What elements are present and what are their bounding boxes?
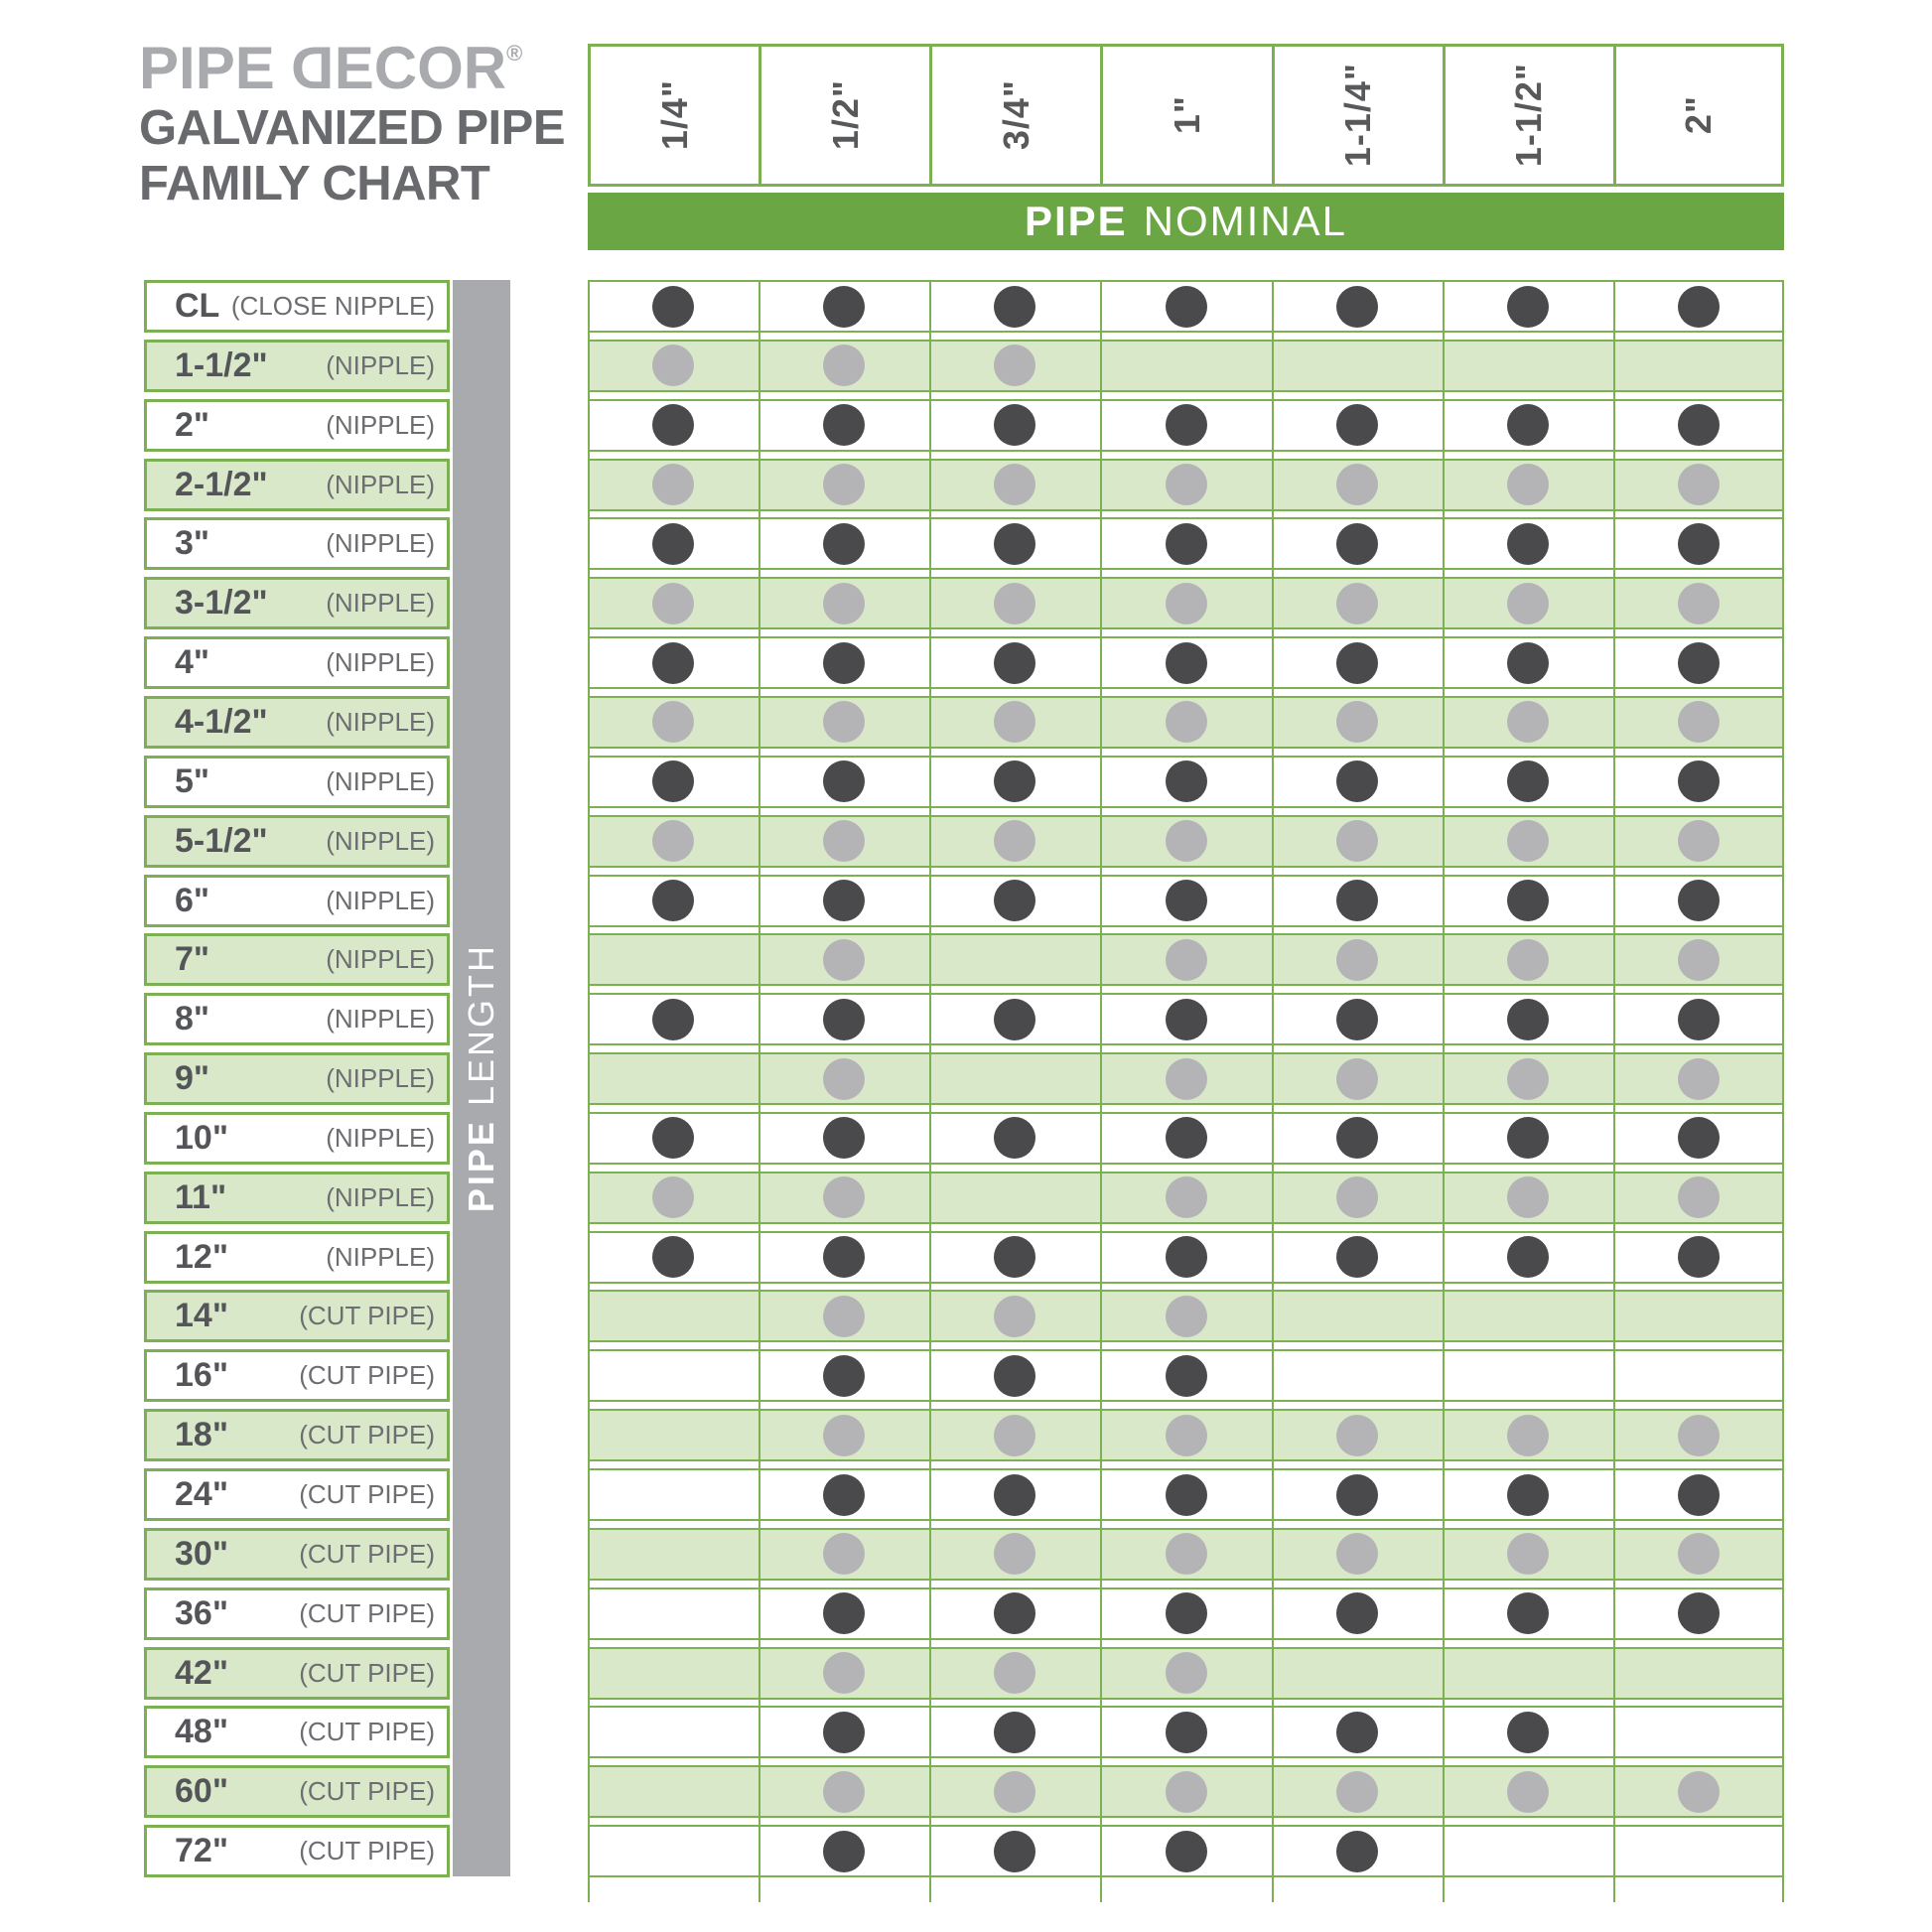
availability-dot-42-1 (1166, 1652, 1207, 1694)
availability-dot-5-1/2-1/4 (652, 820, 694, 862)
availability-dot-36-2 (1678, 1592, 1720, 1634)
column-separator-line (759, 280, 760, 1902)
availability-dot-4-1/2 (823, 642, 865, 684)
row-label-size: 18" (175, 1416, 228, 1454)
availability-dot-2-1/2-1/4 (652, 464, 694, 505)
availability-dot-CL-2 (1678, 286, 1720, 328)
row-label-size: 2-1/2" (175, 465, 268, 503)
pipe-nominal-banner (588, 193, 1784, 250)
row-label-size: 5-1/2" (175, 821, 268, 860)
availability-dot-2-1/2-1-1/4 (1336, 464, 1378, 505)
banner-word-nominal: NOMINAL (1143, 198, 1348, 244)
row-label-16 (144, 1231, 450, 1284)
availability-dot-2-1/2-1/2 (823, 464, 865, 505)
row-label-category: (CUT PIPE) (299, 1836, 435, 1866)
row-label-category: (NIPPLE) (326, 349, 435, 380)
pipe-nominal-header-row (588, 44, 1784, 187)
availability-dot-6-1-1/4 (1336, 880, 1378, 921)
availability-dot-24-1/2 (823, 1474, 865, 1516)
row-label-category: (NIPPLE) (326, 765, 435, 796)
row-label-category: (NIPPLE) (326, 1181, 435, 1212)
row-label-21 (144, 1528, 450, 1581)
availability-dot-18-1/2 (823, 1415, 865, 1456)
availability-dot-3-3/4 (994, 523, 1035, 565)
row-label-19 (144, 1409, 450, 1461)
row-label-size: CL (175, 287, 220, 325)
availability-dot-12-1/4 (652, 1236, 694, 1278)
row-label-category: (CUT PIPE) (299, 1479, 435, 1509)
row-label-7 (144, 696, 450, 749)
row-label-category: (CUT PIPE) (299, 1657, 435, 1688)
availability-dot-6-2 (1678, 880, 1720, 921)
availability-dot-3-1/4 (652, 523, 694, 565)
row-label-2 (144, 399, 450, 452)
availability-dot-5-1/2-1-1/4 (1336, 820, 1378, 862)
availability-dot-36-1 (1166, 1592, 1207, 1634)
row-label-14 (144, 1112, 450, 1165)
row-label-category: (NIPPLE) (326, 944, 435, 975)
column-separator-line (1613, 280, 1615, 1902)
row-label-size: 4" (175, 643, 210, 682)
header-cell-label: 3/4" (995, 79, 1036, 151)
availability-dot-3-1 (1166, 523, 1207, 565)
availability-dot-48-1-1/2 (1507, 1712, 1549, 1753)
row-label-22 (144, 1587, 450, 1640)
availability-dot-3-1/2-1/4 (652, 583, 694, 624)
availability-dot-4-1/2-1-1/4 (1336, 701, 1378, 743)
row-label-category: (NIPPLE) (326, 1004, 435, 1035)
row-label-0 (144, 280, 450, 333)
availability-dot-8-2 (1678, 999, 1720, 1040)
availability-dot-CL-1-1/2 (1507, 286, 1549, 328)
availability-dot-12-1-1/2 (1507, 1236, 1549, 1278)
availability-dot-48-1 (1166, 1712, 1207, 1753)
availability-dot-2-1/2-1 (1166, 464, 1207, 505)
header-cell-6 (1613, 44, 1784, 187)
row-label-category: (NIPPLE) (326, 1241, 435, 1272)
row-label-size: 11" (175, 1177, 227, 1216)
availability-dot-14-1/2 (823, 1296, 865, 1337)
availability-dot-7-1 (1166, 939, 1207, 981)
availability-dot-CL-3/4 (994, 286, 1035, 328)
availability-dot-4-2 (1678, 642, 1720, 684)
availability-dot-9-1-1/2 (1507, 1058, 1549, 1100)
row-label-category: (NIPPLE) (326, 528, 435, 559)
row-label-4 (144, 517, 450, 570)
row-label-category: (CUT PIPE) (299, 1776, 435, 1807)
header-cell-label: 2" (1677, 95, 1719, 135)
availability-dot-9-2 (1678, 1058, 1720, 1100)
availability-dot-CL-1/2 (823, 286, 865, 328)
header-cell-3 (1100, 44, 1274, 187)
availability-dot-72-3/4 (994, 1831, 1035, 1872)
row-label-size: 24" (175, 1475, 228, 1513)
row-label-size: 48" (175, 1713, 228, 1751)
availability-dot-72-1/2 (823, 1831, 865, 1872)
row-label-category: (NIPPLE) (326, 825, 435, 856)
row-label-18 (144, 1349, 450, 1402)
header-cell-label: 1/4" (653, 79, 695, 151)
availability-matrix (588, 280, 1784, 1908)
row-label-6 (144, 636, 450, 689)
availability-dot-12-1 (1166, 1236, 1207, 1278)
availability-dot-3-1/2-3/4 (994, 583, 1035, 624)
availability-dot-11-1-1/2 (1507, 1176, 1549, 1218)
header-cell-label: 1-1/4" (1337, 63, 1379, 168)
header-cell-5 (1443, 44, 1616, 187)
availability-dot-8-1-1/2 (1507, 999, 1549, 1040)
row-label-1 (144, 340, 450, 392)
row-label-size: 2" (175, 405, 210, 444)
row-label-8 (144, 756, 450, 808)
availability-dot-4-1/2-1 (1166, 701, 1207, 743)
availability-dot-24-1-1/4 (1336, 1474, 1378, 1516)
availability-dot-9-1/2 (823, 1058, 865, 1100)
row-label-13 (144, 1052, 450, 1105)
availability-dot-2-1/2-2 (1678, 464, 1720, 505)
header-cell-label: 1/2" (824, 79, 866, 151)
availability-dot-10-1 (1166, 1117, 1207, 1159)
availability-dot-8-1/2 (823, 999, 865, 1040)
availability-dot-72-1 (1166, 1831, 1207, 1872)
availability-dot-4-1/4 (652, 642, 694, 684)
availability-dot-2-2 (1678, 404, 1720, 446)
row-label-size: 30" (175, 1534, 228, 1573)
row-label-5 (144, 577, 450, 629)
availability-dot-60-1-1/2 (1507, 1771, 1549, 1813)
availability-dot-5-1/2-1-1/2 (1507, 820, 1549, 862)
row-label-category: (NIPPLE) (326, 885, 435, 915)
chart-title-line1: GALVANIZED PIPE (139, 101, 566, 155)
availability-dot-2-1-1/4 (1336, 404, 1378, 446)
availability-dot-3-1/2 (823, 523, 865, 565)
row-label-26 (144, 1825, 450, 1877)
availability-dot-18-2 (1678, 1415, 1720, 1456)
row-label-size: 8" (175, 1000, 210, 1038)
row-label-size: 36" (175, 1593, 228, 1632)
row-label-category: (NIPPLE) (326, 706, 435, 737)
row-label-12 (144, 993, 450, 1045)
availability-dot-CL-1 (1166, 286, 1207, 328)
row-label-20 (144, 1468, 450, 1521)
availability-dot-16-1/2 (823, 1355, 865, 1397)
availability-dot-2-1/2-1-1/2 (1507, 464, 1549, 505)
column-separator-line (1443, 280, 1445, 1902)
availability-dot-CL-1-1/4 (1336, 286, 1378, 328)
column-separator-line (1272, 280, 1274, 1902)
pipe-length-word-length: LENGTH (461, 943, 501, 1107)
availability-dot-6-1 (1166, 880, 1207, 921)
pipe-length-word-pipe: PIPE (461, 1119, 501, 1213)
availability-dot-24-1-1/2 (1507, 1474, 1549, 1516)
availability-dot-5-2 (1678, 760, 1720, 802)
availability-dot-8-1-1/4 (1336, 999, 1378, 1040)
brand-word-decor-rest: ECOR (334, 35, 507, 101)
availability-dot-6-1/2 (823, 880, 865, 921)
row-label-category: (CUT PIPE) (299, 1597, 435, 1628)
column-separator-line (929, 280, 931, 1902)
row-label-category: (NIPPLE) (326, 588, 435, 619)
row-label-10 (144, 875, 450, 927)
availability-dot-10-2 (1678, 1117, 1720, 1159)
availability-dot-3-1/2-2 (1678, 583, 1720, 624)
header-cell-4 (1272, 44, 1446, 187)
row-label-9 (144, 815, 450, 868)
availability-dot-3-1-1/4 (1336, 523, 1378, 565)
header-cell-0 (588, 44, 761, 187)
availability-dot-60-2 (1678, 1771, 1720, 1813)
availability-dot-11-1/4 (652, 1176, 694, 1218)
row-label-category: (NIPPLE) (326, 409, 435, 440)
pipe-length-bar (453, 280, 510, 1876)
availability-dot-18-1 (1166, 1415, 1207, 1456)
availability-dot-60-1/2 (823, 1771, 865, 1813)
availability-dot-16-1 (1166, 1355, 1207, 1397)
row-label-11 (144, 933, 450, 986)
availability-dot-16-3/4 (994, 1355, 1035, 1397)
availability-dot-11-1 (1166, 1176, 1207, 1218)
row-label-size: 60" (175, 1772, 228, 1811)
row-label-category: (CUT PIPE) (299, 1360, 435, 1391)
row-label-category: (NIPPLE) (326, 1063, 435, 1094)
row-label-size: 16" (175, 1356, 228, 1395)
availability-dot-12-2 (1678, 1236, 1720, 1278)
row-label-category: (CUT PIPE) (299, 1538, 435, 1569)
availability-dot-2-1/4 (652, 404, 694, 446)
availability-dot-8-1 (1166, 999, 1207, 1040)
row-label-size: 6" (175, 881, 210, 919)
availability-dot-14-3/4 (994, 1296, 1035, 1337)
availability-dot-24-1 (1166, 1474, 1207, 1516)
column-separator-line (588, 280, 590, 1902)
availability-dot-3-1/2-1/2 (823, 583, 865, 624)
row-label-size: 72" (175, 1832, 228, 1870)
availability-dot-30-1 (1166, 1533, 1207, 1575)
registered-mark-icon: ® (506, 41, 523, 66)
availability-dot-9-1-1/4 (1336, 1058, 1378, 1100)
row-label-category: (NIPPLE) (326, 647, 435, 678)
row-band-1 (588, 340, 1784, 392)
availability-dot-4-1-1/4 (1336, 642, 1378, 684)
availability-dot-14-1 (1166, 1296, 1207, 1337)
logo-block (139, 22, 565, 211)
row-label-size: 42" (175, 1653, 228, 1692)
availability-dot-60-1-1/4 (1336, 1771, 1378, 1813)
header-cell-2 (929, 44, 1103, 187)
availability-dot-3-2 (1678, 523, 1720, 565)
column-separator-line (1100, 280, 1102, 1902)
availability-dot-7-1-1/4 (1336, 939, 1378, 981)
row-label-size: 1-1/2" (175, 345, 268, 384)
row-label-category: (NIPPLE) (326, 469, 435, 499)
row-label-size: 12" (175, 1237, 228, 1276)
availability-dot-2-1-1/2 (1507, 404, 1549, 446)
availability-dot-7-1/2 (823, 939, 865, 981)
availability-dot-4-1 (1166, 642, 1207, 684)
availability-dot-9-1 (1166, 1058, 1207, 1100)
availability-dot-42-1/2 (823, 1652, 865, 1694)
availability-dot-24-3/4 (994, 1474, 1035, 1516)
availability-dot-4-3/4 (994, 642, 1035, 684)
row-label-category: (CLOSE NIPPLE) (230, 291, 435, 321)
availability-dot-8-1/4 (652, 999, 694, 1040)
availability-dot-7-2 (1678, 939, 1720, 981)
availability-dot-6-1-1/2 (1507, 880, 1549, 921)
availability-dot-18-1-1/2 (1507, 1415, 1549, 1456)
availability-dot-30-1-1/4 (1336, 1533, 1378, 1575)
header-cell-label: 1" (1166, 95, 1207, 135)
availability-dot-4-1-1/2 (1507, 642, 1549, 684)
availability-dot-5-1-1/4 (1336, 760, 1378, 802)
row-label-size: 3" (175, 524, 210, 563)
availability-dot-5-1/2-1 (1166, 820, 1207, 862)
availability-dot-CL-1/4 (652, 286, 694, 328)
row-label-size: 5" (175, 761, 210, 800)
availability-dot-5-1/2-2 (1678, 820, 1720, 862)
availability-dot-5-1-1/2 (1507, 760, 1549, 802)
availability-dot-48-1-1/4 (1336, 1712, 1378, 1753)
availability-dot-3-1/2-1-1/4 (1336, 583, 1378, 624)
availability-dot-10-1-1/4 (1336, 1117, 1378, 1159)
row-label-size: 9" (175, 1059, 210, 1098)
pipe-length-label (461, 943, 502, 1212)
row-label-category: (NIPPLE) (326, 1122, 435, 1153)
availability-dot-2-1 (1166, 404, 1207, 446)
brand-logo (139, 22, 565, 100)
row-label-category: (CUT PIPE) (299, 1717, 435, 1747)
row-label-15 (144, 1172, 450, 1224)
availability-dot-72-1-1/4 (1336, 1831, 1378, 1872)
availability-dot-30-2 (1678, 1533, 1720, 1575)
availability-dot-18-1-1/4 (1336, 1415, 1378, 1456)
brand-word-pipe: PIPE (139, 35, 275, 101)
availability-dot-11-1-1/4 (1336, 1176, 1378, 1218)
row-label-3 (144, 459, 450, 511)
availability-dot-48-1/2 (823, 1712, 865, 1753)
row-label-23 (144, 1647, 450, 1700)
brand-mirrored-d: D (291, 35, 335, 101)
availability-dot-30-1-1/2 (1507, 1533, 1549, 1575)
chart-title-line2: FAMILY CHART (139, 157, 490, 210)
row-label-size: 3-1/2" (175, 584, 268, 622)
row-label-size: 10" (175, 1118, 228, 1157)
availability-dot-6-1/4 (652, 880, 694, 921)
availability-dot-60-3/4 (994, 1771, 1035, 1813)
availability-dot-3-1/2-1-1/2 (1507, 583, 1549, 624)
availability-dot-3-1-1/2 (1507, 523, 1549, 565)
row-label-17 (144, 1290, 450, 1342)
row-label-category: (CUT PIPE) (299, 1420, 435, 1450)
row-label-size: 4-1/2" (175, 702, 268, 741)
availability-dot-8-3/4 (994, 999, 1035, 1040)
row-label-size: 14" (175, 1297, 228, 1335)
availability-dot-10-1-1/2 (1507, 1117, 1549, 1159)
row-label-25 (144, 1765, 450, 1818)
availability-dot-7-1-1/2 (1507, 939, 1549, 981)
header-cell-1 (759, 44, 932, 187)
availability-dot-36-1-1/4 (1336, 1592, 1378, 1634)
availability-dot-11-2 (1678, 1176, 1720, 1218)
availability-dot-48-3/4 (994, 1712, 1035, 1753)
availability-dot-4-1/2-1-1/2 (1507, 701, 1549, 743)
banner-word-pipe: PIPE (1024, 198, 1128, 244)
availability-dot-12-1/2 (823, 1236, 865, 1278)
availability-dot-12-1-1/4 (1336, 1236, 1378, 1278)
availability-dot-24-2 (1678, 1474, 1720, 1516)
availability-dot-5-1 (1166, 760, 1207, 802)
row-label-size: 7" (175, 940, 210, 979)
column-separator-line (1782, 280, 1784, 1902)
availability-dot-18-3/4 (994, 1415, 1035, 1456)
row-label-category: (CUT PIPE) (299, 1301, 435, 1331)
row-label-24 (144, 1706, 450, 1758)
availability-dot-60-1 (1166, 1771, 1207, 1813)
header-cell-label: 1-1/2" (1508, 63, 1550, 168)
availability-dot-3-1/2-1 (1166, 583, 1207, 624)
availability-dot-36-1-1/2 (1507, 1592, 1549, 1634)
